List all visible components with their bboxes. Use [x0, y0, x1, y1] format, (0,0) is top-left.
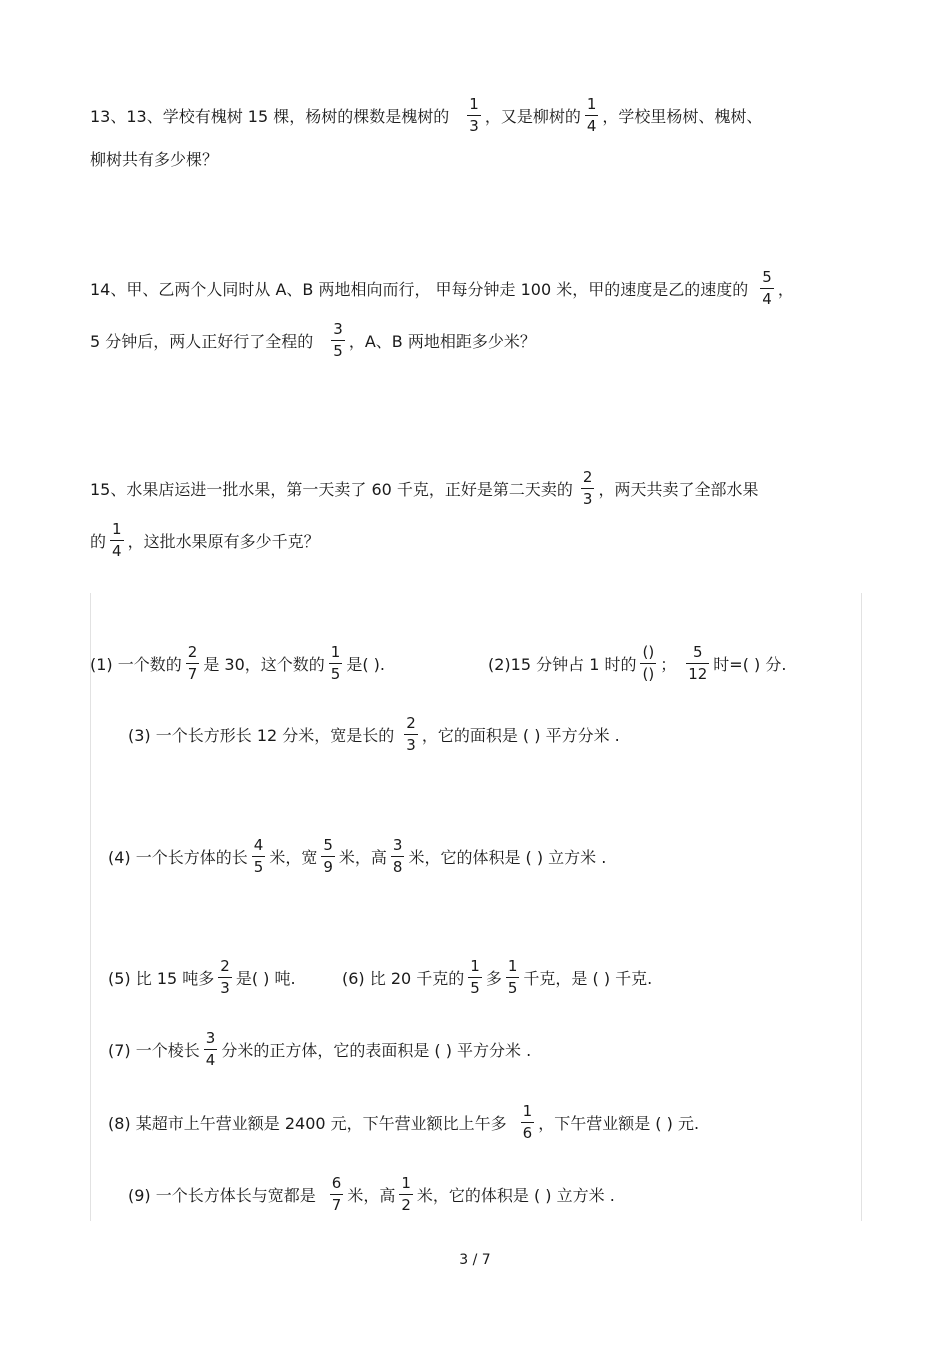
fill-6-fraction-1	[468, 959, 482, 996]
fill-4-fraction-3	[391, 838, 405, 875]
q13-line1	[90, 97, 762, 134]
q13-line2	[90, 147, 218, 170]
frac-denominator: 7	[187, 665, 198, 683]
frac-numerator: 3	[205, 1029, 216, 1047]
fill-6-fraction-2	[506, 959, 520, 996]
frac-denominator: 9	[323, 858, 333, 876]
frac-denominator: 3	[406, 736, 416, 754]
frac-denominator: 4	[586, 117, 597, 135]
frac-denominator: 5	[253, 858, 264, 876]
fill-item-3	[128, 716, 620, 753]
q14-text-2: ，	[777, 280, 794, 299]
q15-fraction-2	[110, 522, 124, 559]
frac-numerator: 2	[582, 468, 593, 486]
frac-denominator: 6	[522, 1124, 533, 1142]
frac-denominator: 4	[205, 1051, 216, 1069]
q15-line2	[90, 522, 320, 559]
fill-9-text-c: 米，它的体积是 ( ) 立方米 .	[416, 1186, 615, 1205]
fill-6-text-b: 多	[485, 969, 502, 988]
frac-denominator: 2	[401, 1196, 411, 1214]
frac-denominator: 5	[333, 342, 343, 360]
frac-denominator: 3	[582, 490, 593, 508]
frac-numerator: 1	[470, 957, 480, 975]
frac-numerator: 5	[323, 836, 333, 854]
fill-item-9	[128, 1176, 615, 1213]
fill-4-fraction-2	[321, 838, 335, 875]
frac-numerator: 2	[187, 643, 198, 661]
q14-text-4: ，A、B 两地相距多少米？	[348, 332, 536, 351]
q14-line1	[90, 270, 794, 307]
fill-1-fraction-1	[186, 645, 200, 682]
fill-4-text-d: 米，它的体积是 ( ) 立方米 .	[408, 848, 607, 867]
frac-numerator: 6	[331, 1174, 342, 1192]
frac-numerator: 1	[330, 643, 341, 661]
q13-fraction-1	[467, 97, 481, 134]
fill-4-text-c: 米，高	[338, 848, 387, 867]
fill-6-text-c: 千克，是 ( ) 千克.	[523, 969, 653, 988]
q15-text-2: ，两天共卖了全部水果	[598, 480, 759, 499]
frac-denominator: 4	[762, 290, 772, 308]
q13-text-1: 13、13、学校有槐树 15 棵，杨树的棵数是槐树的	[90, 107, 450, 126]
q14-line2	[90, 322, 536, 359]
fill-8-text-b: ，下午营业额是 ( ) 元.	[538, 1114, 700, 1133]
fill-8-text-a: (8) 某超市上午营业额是 2400 元，下午营业额比上午多	[108, 1114, 507, 1133]
q15-fraction-1	[581, 470, 595, 507]
fill-8-fraction	[521, 1104, 535, 1141]
q13-text-4: 柳树共有多少棵？	[90, 150, 219, 169]
frac-numerator: 1	[401, 1174, 411, 1192]
fill-3-text-b: ，它的面积是 ( ) 平方分米 .	[421, 726, 620, 745]
frac-denominator: 5	[470, 979, 480, 997]
fill-6-text-a: (6) 比 20 千克的	[342, 969, 465, 988]
fill-item-7	[108, 1031, 531, 1068]
q14-text-1: 14、甲、乙两个人同时从 A、B 两地相向而行， 甲每分钟走 100 米，甲的速度是乙的速度的	[90, 280, 749, 299]
fill-4-text-a: (4) 一个长方体的长	[108, 848, 248, 867]
frac-denominator: ()	[642, 665, 655, 683]
q14-fraction-2	[331, 322, 345, 359]
frac-numerator: 5	[692, 643, 703, 661]
frac-numerator: 3	[392, 836, 403, 854]
fill-item-5	[108, 959, 296, 996]
fill-1-text-a: (1) 一个数的	[90, 655, 182, 674]
frac-numerator: 1	[507, 957, 518, 975]
fill-7-fraction	[204, 1031, 218, 1068]
frac-numerator: 1	[586, 95, 597, 113]
fill-item-2	[488, 645, 786, 682]
frac-numerator: 2	[220, 957, 230, 975]
fill-9-text-b: 米，高	[347, 1186, 396, 1205]
fill-9-fraction-2	[399, 1176, 413, 1213]
fill-item-8	[108, 1104, 699, 1141]
fill-2-text-a: (2)15 分钟占 1 时的	[488, 655, 637, 674]
q13-text-2: ，又是柳树的	[484, 107, 581, 126]
frac-denominator: 8	[392, 858, 403, 876]
fill-1-text-c: 是( ).	[346, 655, 385, 674]
fill-2-fraction-1	[640, 645, 656, 682]
frac-denominator: 3	[469, 117, 479, 135]
fill-9-text-a: (9) 一个长方体长与宽都是	[128, 1186, 316, 1205]
fill-3-text-a: (3) 一个长方形长 12 分米，宽是长的	[128, 726, 395, 745]
q13-text-3: ，学校里杨树、槐树、	[602, 107, 763, 126]
frac-numerator: 1	[522, 1102, 533, 1120]
fill-4-text-b: 米，宽	[269, 848, 318, 867]
q15-line1	[90, 470, 758, 507]
frac-numerator: ()	[642, 643, 655, 661]
frac-numerator: 5	[762, 268, 772, 286]
fill-2-fraction-2	[686, 645, 709, 682]
frac-denominator: 5	[507, 979, 518, 997]
fill-item-1	[90, 645, 385, 682]
fill-9-fraction-1	[330, 1176, 344, 1213]
q15-text-1: 15、水果店运进一批水果，第一天卖了 60 千克，正好是第二天卖的	[90, 480, 573, 499]
fill-1-fraction-2	[329, 645, 343, 682]
fill-item-6	[342, 959, 652, 996]
frac-denominator: 7	[331, 1196, 342, 1214]
fill-3-fraction	[404, 716, 418, 753]
fill-7-text-b: 分米的正方体，它的表面积是 ( ) 平方分米 .	[221, 1041, 532, 1060]
q14-fraction-1	[760, 270, 774, 307]
q15-text-4: ，这批水果原有多少千克？	[127, 532, 320, 551]
frac-denominator: 5	[330, 665, 341, 683]
frac-numerator: 2	[406, 714, 416, 732]
fill-5-fraction	[218, 959, 232, 996]
q15-text-3: 的	[90, 532, 107, 551]
q13-fraction-2	[585, 97, 599, 134]
fill-1-text-b: 是 30，这个数的	[203, 655, 325, 674]
frac-numerator: 1	[469, 95, 479, 113]
fill-5-text-b: 是( ) 吨.	[235, 969, 296, 988]
fill-5-text-a: (5) 比 15 吨多	[108, 969, 215, 988]
q14-text-3: 5 分钟后，两人正好行了全程的	[90, 332, 314, 351]
page-number: 3 / 7	[459, 1252, 491, 1268]
frac-denominator: 3	[220, 979, 230, 997]
fill-2-text-b: ；	[660, 655, 677, 674]
frac-denominator: 4	[112, 542, 122, 560]
frac-denominator: 12	[688, 665, 708, 683]
fill-2-text-c: 时=( ) 分.	[713, 655, 787, 674]
frac-numerator: 3	[333, 320, 343, 338]
fill-7-text-a: (7) 一个棱长	[108, 1041, 200, 1060]
fill-item-4	[108, 838, 606, 875]
fill-4-fraction-1	[252, 838, 266, 875]
frac-numerator: 4	[253, 836, 264, 854]
frac-numerator: 1	[112, 520, 122, 538]
